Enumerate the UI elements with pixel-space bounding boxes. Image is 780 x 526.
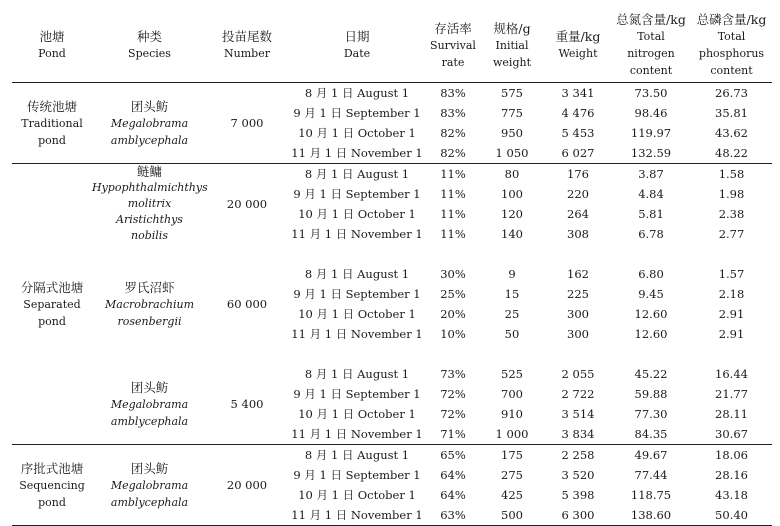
weight-cell: 4 476 [561, 106, 595, 120]
date-cell: 8 月 1 日 August 1 [304, 86, 410, 100]
nitrogen-cell: 6.78 [638, 227, 664, 241]
species-cell: 团头鲂 Megalobrama amblycephala [110, 460, 189, 509]
date-cell: 11 月 1 日 November 1 [291, 146, 423, 160]
phosphorus-cell: 2.91 [718, 327, 745, 341]
initial-weight-cell: 1 050 [495, 146, 529, 160]
nitrogen-cell: 84.35 [634, 427, 668, 441]
weight-cell: 3 520 [561, 468, 595, 482]
phosphorus-cell: 16.44 [715, 367, 748, 381]
nitrogen-cell: 59.88 [634, 387, 668, 401]
weight-cell: 2 055 [561, 367, 595, 381]
survival-cell: 65% [440, 448, 466, 462]
survival-cell: 64% [440, 468, 466, 482]
phosphorus-cell: 2.77 [718, 227, 745, 241]
species-cell: 鲢鳙 Hypophthalmichthys molitrix Aristichthys nobilis [92, 164, 208, 242]
date-cell: 10 月 1 日 October 1 [298, 207, 416, 221]
survival-cell: 11% [440, 167, 466, 181]
weight-cell: 264 [567, 207, 589, 221]
phosphorus-cell: 2.18 [718, 287, 745, 301]
weight-cell: 308 [567, 227, 589, 241]
nitrogen-cell: 12.60 [634, 327, 668, 341]
weight-cell: 162 [567, 267, 589, 281]
date-cell: 11 月 1 日 November 1 [291, 427, 423, 441]
pond-cell-separated: 分隔式池塘 Separated pond [20, 279, 84, 328]
initial-weight-cell: 175 [501, 448, 523, 462]
phosphorus-cell: 50.40 [715, 508, 748, 522]
nitrogen-cell: 49.67 [634, 448, 668, 462]
weight-cell: 5 398 [561, 488, 595, 502]
weight-cell: 3 834 [561, 427, 595, 441]
header-row [12, 8, 772, 83]
phosphorus-cell: 43.62 [715, 126, 748, 140]
initial-weight-cell: 25 [504, 307, 520, 321]
initial-weight-cell: 525 [501, 367, 523, 381]
weight-cell: 3 341 [561, 86, 595, 100]
date-cell: 8 月 1 日 August 1 [304, 448, 410, 462]
survival-cell: 82% [440, 146, 466, 160]
species-cell: 罗氏沼虾 Macrobrachium rosenbergii [105, 279, 194, 328]
header-weight: 重量/kg Weight [555, 29, 601, 60]
initial-weight-cell: 50 [504, 327, 520, 341]
phosphorus-cell: 30.67 [715, 427, 748, 441]
header-number: 投苗尾数 Number [221, 29, 272, 60]
row-gap [12, 244, 772, 264]
weight-cell: 3 514 [561, 407, 595, 421]
number-cell: 20 000 [226, 197, 268, 211]
table-row [12, 364, 772, 384]
initial-weight-cell: 9 [508, 267, 516, 281]
table-row [12, 83, 772, 104]
phosphorus-cell: 2.38 [718, 207, 745, 221]
weight-cell: 225 [567, 287, 589, 301]
initial-weight-cell: 575 [501, 86, 523, 100]
survival-cell: 83% [440, 86, 466, 100]
phosphorus-cell: 26.73 [715, 86, 748, 100]
weight-cell: 220 [567, 187, 589, 201]
survival-cell: 82% [440, 126, 466, 140]
species-cell: 团头鲂 Megalobrama amblycephala [110, 98, 189, 147]
initial-weight-cell: 15 [504, 287, 520, 301]
phosphorus-cell: 43.18 [715, 488, 748, 502]
pond-cell-traditional: 传统池塘 Traditional pond [21, 98, 83, 147]
survival-cell: 71% [440, 427, 466, 441]
survival-cell: 11% [440, 227, 466, 241]
date-cell: 9 月 1 日 September 1 [293, 187, 421, 201]
date-cell: 10 月 1 日 October 1 [298, 126, 416, 140]
table-row [12, 164, 772, 185]
date-cell: 11 月 1 日 November 1 [291, 327, 423, 341]
initial-weight-cell: 120 [501, 207, 523, 221]
phosphorus-cell: 35.81 [715, 106, 748, 120]
nitrogen-cell: 12.60 [634, 307, 668, 321]
survival-cell: 72% [440, 387, 466, 401]
phosphorus-cell: 2.91 [718, 307, 745, 321]
nitrogen-cell: 5.81 [638, 207, 664, 221]
table-row [12, 264, 772, 284]
date-cell: 11 月 1 日 November 1 [291, 508, 423, 522]
date-cell: 10 月 1 日 October 1 [298, 307, 416, 321]
initial-weight-cell: 100 [501, 187, 523, 201]
phosphorus-cell: 21.77 [715, 387, 748, 401]
nitrogen-cell: 45.22 [634, 367, 668, 381]
nitrogen-cell: 119.97 [630, 126, 672, 140]
date-cell: 10 月 1 日 October 1 [298, 407, 416, 421]
header-total-nitrogen: 总氮含量/kg Total nitrogen content [616, 12, 686, 77]
weight-cell: 176 [567, 167, 589, 181]
number-cell: 5 400 [230, 397, 264, 411]
initial-weight-cell: 775 [501, 106, 523, 120]
number-cell: 60 000 [226, 297, 268, 311]
header-initial-weight: 规格/g Initial weight [493, 20, 531, 69]
number-cell: 20 000 [226, 478, 268, 492]
initial-weight-cell: 140 [501, 227, 523, 241]
nitrogen-cell: 3.87 [638, 167, 664, 181]
survival-cell: 30% [440, 267, 466, 281]
initial-weight-cell: 425 [501, 488, 523, 502]
date-cell: 8 月 1 日 August 1 [304, 267, 410, 281]
phosphorus-cell: 1.58 [718, 167, 745, 181]
date-cell: 11 月 1 日 November 1 [291, 227, 423, 241]
nitrogen-cell: 73.50 [634, 86, 668, 100]
date-cell: 9 月 1 日 September 1 [293, 468, 421, 482]
survival-cell: 63% [440, 508, 466, 522]
nitrogen-cell: 77.30 [634, 407, 668, 421]
date-cell: 8 月 1 日 August 1 [304, 167, 410, 181]
nitrogen-cell: 4.84 [638, 187, 664, 201]
nitrogen-cell: 9.45 [638, 287, 664, 301]
header-pond: 池塘 Pond [38, 29, 66, 60]
nitrogen-cell: 98.46 [634, 106, 668, 120]
row-gap [12, 344, 772, 364]
header-species: 种类 Species [128, 29, 171, 60]
data-table [12, 8, 772, 526]
survival-cell: 11% [440, 187, 466, 201]
weight-cell: 300 [567, 307, 589, 321]
nitrogen-cell: 132.59 [630, 146, 672, 160]
date-cell: 9 月 1 日 September 1 [293, 106, 421, 120]
header-date: 日期 Date [343, 29, 371, 60]
phosphorus-cell: 48.22 [715, 146, 748, 160]
pond-cell-sequencing: 序批式池塘 Sequencing pond [19, 460, 85, 509]
nitrogen-cell: 118.75 [630, 488, 672, 502]
survival-cell: 20% [440, 307, 466, 321]
survival-cell: 64% [440, 488, 466, 502]
survival-cell: 72% [440, 407, 466, 421]
initial-weight-cell: 80 [504, 167, 520, 181]
initial-weight-cell: 1 000 [495, 427, 529, 441]
initial-weight-cell: 500 [501, 508, 523, 522]
header-survival-rate: 存活率 Survival rate [430, 20, 476, 69]
weight-cell: 2 258 [561, 448, 595, 462]
phosphorus-cell: 1.98 [718, 187, 745, 201]
date-cell: 8 月 1 日 August 1 [304, 367, 410, 381]
number-cell: 7 000 [230, 116, 264, 130]
survival-cell: 11% [440, 207, 466, 221]
phosphorus-cell: 28.16 [715, 468, 748, 482]
date-cell: 9 月 1 日 September 1 [293, 387, 421, 401]
phosphorus-cell: 18.06 [715, 448, 748, 462]
survival-cell: 10% [440, 327, 466, 341]
survival-cell: 25% [440, 287, 466, 301]
initial-weight-cell: 910 [501, 407, 523, 421]
date-cell: 9 月 1 日 September 1 [293, 287, 421, 301]
initial-weight-cell: 950 [501, 126, 523, 140]
phosphorus-cell: 28.11 [715, 407, 748, 421]
survival-cell: 83% [440, 106, 466, 120]
initial-weight-cell: 700 [501, 387, 523, 401]
nitrogen-cell: 77.44 [634, 468, 668, 482]
nitrogen-cell: 138.60 [630, 508, 672, 522]
weight-cell: 5 453 [561, 126, 595, 140]
header-total-phosphorus: 总磷含量/kg Total phosphorus content [696, 12, 767, 77]
table-row [12, 445, 772, 466]
survival-cell: 73% [440, 367, 466, 381]
initial-weight-cell: 275 [501, 468, 523, 482]
nitrogen-cell: 6.80 [638, 267, 664, 281]
phosphorus-cell: 1.57 [718, 267, 745, 281]
weight-cell: 2 722 [561, 387, 595, 401]
weight-cell: 6 027 [561, 146, 595, 160]
weight-cell: 6 300 [561, 508, 595, 522]
weight-cell: 300 [567, 327, 589, 341]
date-cell: 10 月 1 日 October 1 [298, 488, 416, 502]
species-cell: 团头鲂 Megalobrama amblycephala [110, 379, 189, 428]
